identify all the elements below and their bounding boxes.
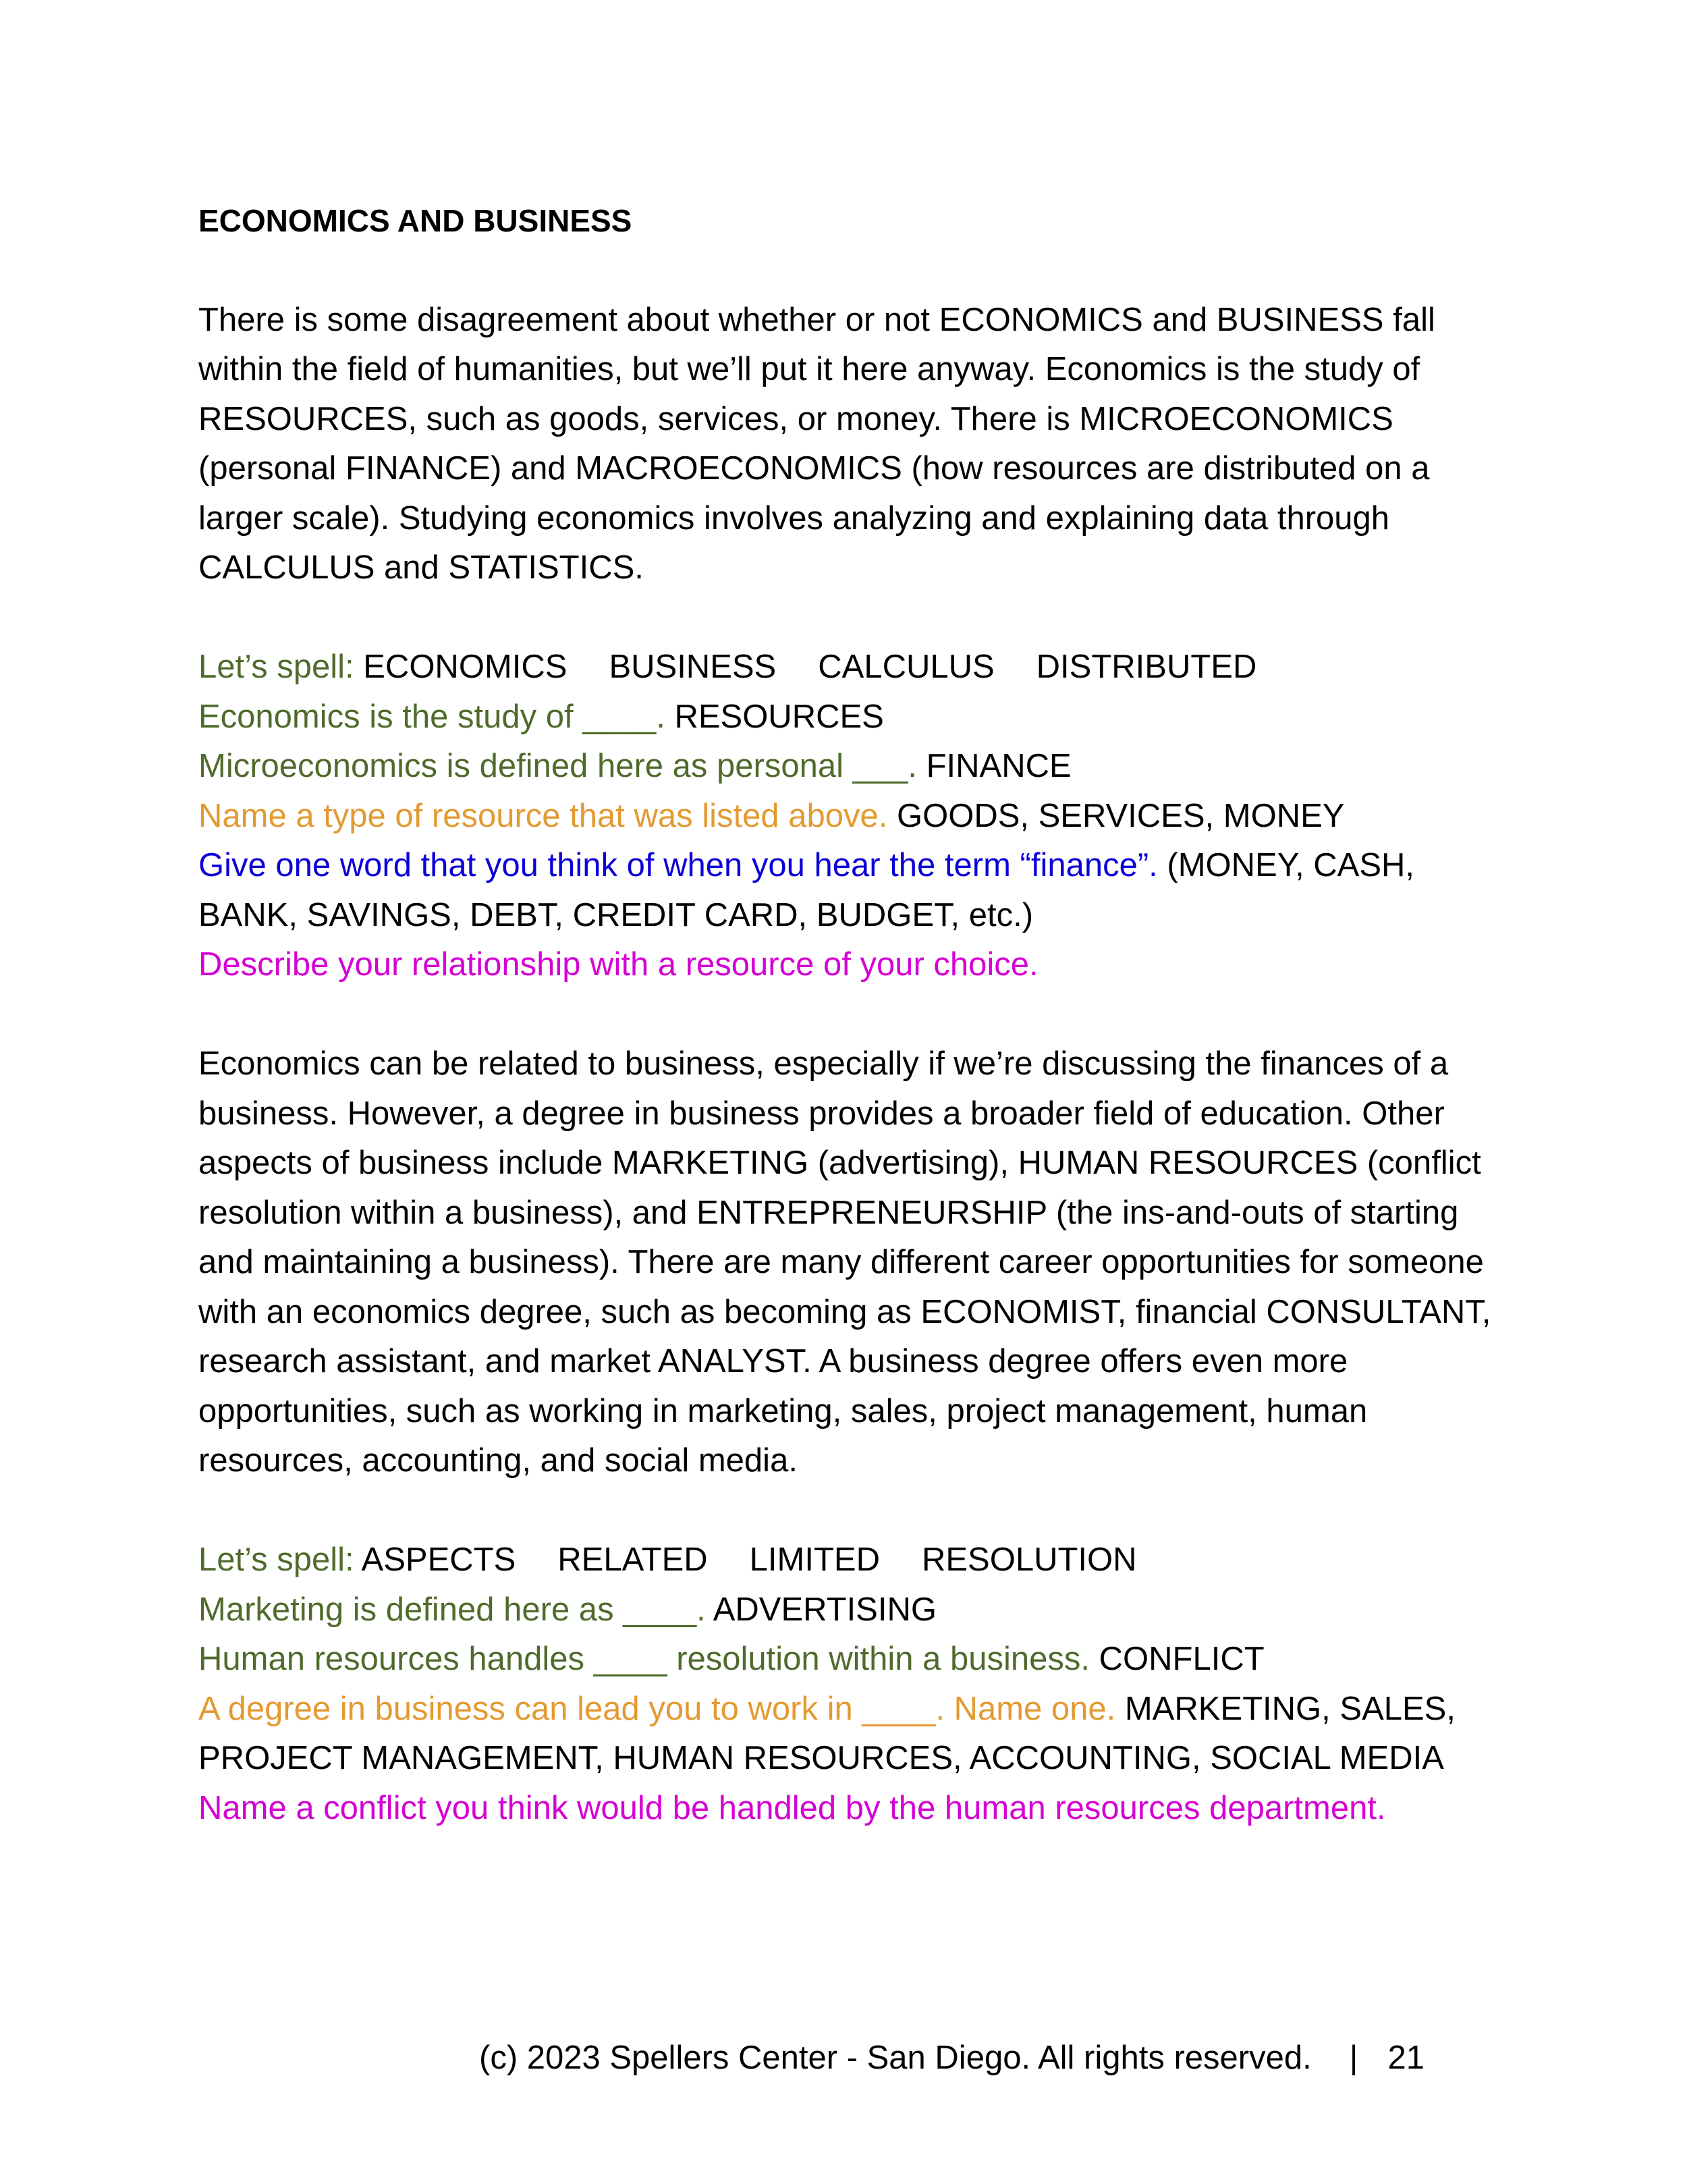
exercise-block-2 [198, 1535, 1501, 1833]
spell-line [198, 643, 1501, 692]
question-answer: RESOURCES [665, 698, 884, 735]
spell-word: LIMITED [749, 1541, 880, 1578]
question-line [198, 1585, 1501, 1635]
spell-line [198, 1535, 1501, 1585]
question-prompt: Economics is the study of ____. [198, 698, 665, 735]
question-line [198, 742, 1501, 792]
question-prompt: Give one word that you think of when you hear the term “finance”. [198, 847, 1158, 883]
question-answer: ADVERTISING [705, 1591, 937, 1628]
section-title: ECONOMICS AND BUSINESS [198, 203, 632, 238]
question-line [198, 1685, 1501, 1784]
spell-label: Let’s spell: [198, 1541, 354, 1578]
question-prompt: Name a conflict you think would be handled by the human resources department. [198, 1789, 1386, 1826]
spacer [198, 1486, 1501, 1536]
question-prompt: Describe your relationship with a resource of your choice. [198, 946, 1039, 983]
question-line [198, 792, 1501, 842]
document-page [198, 196, 1501, 1833]
question-line [198, 1635, 1501, 1685]
question-line [198, 1784, 1501, 1834]
spell-word: DISTRIBUTED [1036, 649, 1257, 685]
footer-separator: | [1349, 2040, 1358, 2076]
question-answer: GOODS, SERVICES, MONEY [887, 797, 1345, 834]
spell-word: RESOLUTION [921, 1541, 1137, 1578]
question-line [198, 841, 1501, 940]
spacer [198, 246, 1501, 296]
question-answer: MARKETING, SALES, PROJECT MANAGEMENT, HUMAN RESOURCES, ACCOUNTING, SOCIAL MEDIA [198, 1690, 1456, 1776]
spell-word: ASPECTS [361, 1541, 516, 1578]
page-number: 21 [1387, 2040, 1425, 2076]
question-prompt: Microeconomics is defined here as personal ___. [198, 748, 917, 784]
question-prompt: Name a type of resource that was listed above. [198, 797, 888, 834]
intro-paragraph: There is some disagreement about whether or not ECONOMICS and BUSINESS fall within the field of humanities, but we’ll put it here anyway. Economics is the study of RESOURCES, such as goods, services, or money. There is MICROECONOMICS (personal FINANCE) and MACROECONOMICS (how resources are distributed on a larger scale). Studying economics involves analyzing and explaining data through CALCULUS and STATISTICS. [198, 301, 1435, 586]
spell-label: Let’s spell: [198, 649, 354, 685]
question-prompt: Marketing is defined here as ____. [198, 1591, 706, 1628]
question-prompt: Human resources handles ____ resolution within a business. [198, 1641, 1090, 1677]
copyright-text: (c) 2023 Spellers Center - San Diego. All rights reserved. [479, 2040, 1312, 2076]
spell-word: RELATED [557, 1541, 708, 1578]
question-answer: (MONEY, CASH, BANK, SAVINGS, DEBT, CREDIT CARD, BUDGET, etc.) [198, 847, 1415, 933]
spacer [198, 593, 1501, 643]
question-line [198, 692, 1501, 742]
spell-word: BUSINESS [609, 649, 777, 685]
exercise-block-1 [198, 643, 1501, 990]
question-line [198, 940, 1501, 990]
spacer [198, 990, 1501, 1040]
spell-word: ECONOMICS [363, 649, 568, 685]
spell-word: CALCULUS [818, 649, 995, 685]
question-prompt: A degree in business can lead you to work in ____. Name one. [198, 1690, 1116, 1727]
question-answer: FINANCE [916, 748, 1072, 784]
page-footer [479, 2033, 1491, 2083]
business-paragraph: Economics can be related to business, especially if we’re discussing the finances of a business. However, a degree in business provides a broader field of education. Other aspects of business include MARKETING (advertising), HUMAN RESOURCES (conflict resolution within a business), and ENTREPRENEURSHIP (the ins-and-outs of starting and maintaining a business). There are many different career opportunities for someone with an economics degree, such as becoming as ECONOMIST, financial CONSULTANT, research assistant, and market ANALYST. A business degree offers even more opportunities, such as working in marketing, sales, project management, human resources, accounting, and social media. [198, 1045, 1491, 1479]
question-answer: CONFLICT [1090, 1641, 1265, 1677]
